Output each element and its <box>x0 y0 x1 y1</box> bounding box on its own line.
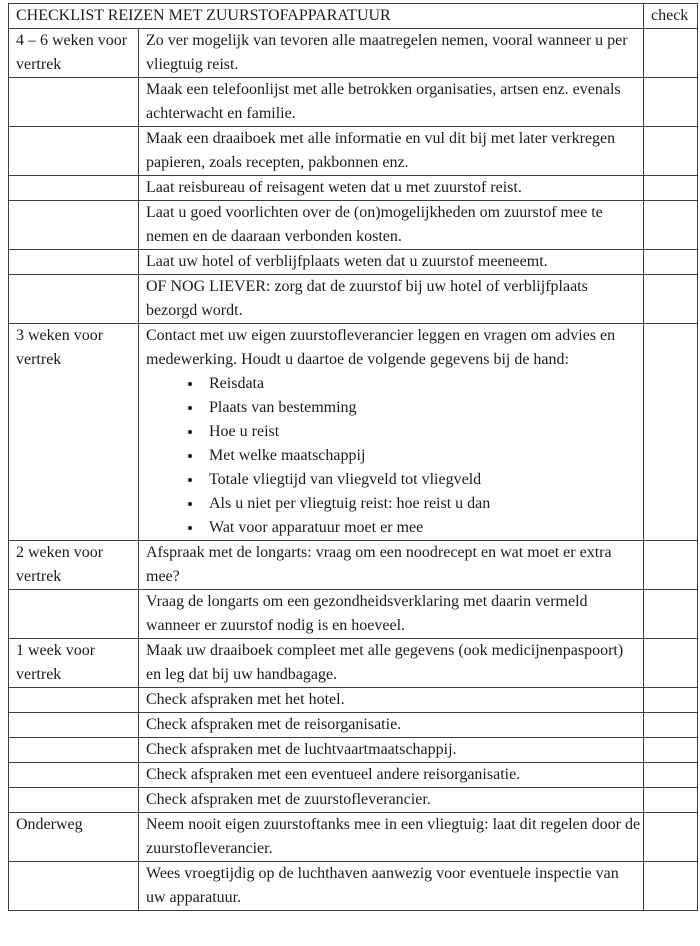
check-cell <box>644 127 698 176</box>
task-cell: Maak uw draaiboek compleet met alle gegevens (ook medicijnenpaspoort) en leg dat bij uw handbagage. <box>139 639 644 688</box>
task-bullet-list <box>146 372 641 540</box>
task-bullet-item: • Reisdata <box>203 372 641 396</box>
period-cell: 3 weken voor vertrek <box>9 324 139 541</box>
task-bullet-item: • Met welke maatschappij <box>203 444 641 468</box>
check-cell <box>644 176 698 201</box>
period-cell: 1 week voor vertrek <box>9 639 139 688</box>
table-row <box>9 639 698 688</box>
task-cell: Wees vroegtijdig op de luchthaven aanwezig voor eventuele inspectie van uw apparatuur. <box>139 862 644 911</box>
period-cell <box>9 862 139 911</box>
task-cell: Check afspraken met de luchtvaartmaatschappij. <box>139 738 644 763</box>
period-cell <box>9 738 139 763</box>
check-cell <box>644 590 698 639</box>
period-cell <box>9 590 139 639</box>
period-cell <box>9 788 139 813</box>
check-cell <box>644 788 698 813</box>
task-cell: Check afspraken met het hotel. <box>139 688 644 713</box>
table-row <box>9 862 698 911</box>
task-cell: Check afspraken met de zuurstofleverancier. <box>139 788 644 813</box>
period-cell <box>9 250 139 275</box>
check-cell <box>644 763 698 788</box>
task-bullet-item: • Wat voor apparatuur moet er mee <box>203 516 641 540</box>
task-cell: Check afspraken met de reisorganisatie. <box>139 713 644 738</box>
table-row <box>9 78 698 127</box>
table-row <box>9 738 698 763</box>
table-title: CHECKLIST REIZEN MET ZUURSTOFAPPARATUUR <box>9 4 644 29</box>
period-cell <box>9 201 139 250</box>
task-cell: Neem nooit eigen zuurstoftanks mee in een vliegtuig: laat dit regelen door de zuurstofleverancier. <box>139 813 644 862</box>
table-row <box>9 250 698 275</box>
task-cell: Maak een draaiboek met alle informatie en vul dit bij met later verkregen papieren, zoals recepten, pakbonnen enz. <box>139 127 644 176</box>
checklist-table <box>8 3 698 911</box>
period-cell <box>9 176 139 201</box>
check-cell <box>644 29 698 78</box>
period-cell: 4 – 6 weken voor vertrek <box>9 29 139 78</box>
check-cell <box>644 201 698 250</box>
table-row <box>9 324 698 541</box>
check-cell <box>644 275 698 324</box>
check-column-header: check <box>644 4 698 29</box>
period-cell <box>9 688 139 713</box>
period-cell <box>9 275 139 324</box>
check-cell <box>644 639 698 688</box>
task-cell: Laat uw hotel of verblijfplaats weten dat u zuurstof meeneemt. <box>139 250 644 275</box>
table-row <box>9 201 698 250</box>
table-row <box>9 763 698 788</box>
task-cell: Zo ver mogelijk van tevoren alle maatregelen nemen, vooral wanneer u per vliegtuig reist. <box>139 29 644 78</box>
check-cell <box>644 862 698 911</box>
task-cell <box>139 324 644 541</box>
period-cell: Onderweg <box>9 813 139 862</box>
period-cell <box>9 78 139 127</box>
check-cell <box>644 78 698 127</box>
task-text: Contact met uw eigen zuurstofleverancier leggen en vragen om advies en medewerking. Houdt u daartoe de volgende gegevens bij de hand: <box>146 327 616 368</box>
check-cell <box>644 324 698 541</box>
table-row <box>9 713 698 738</box>
table-row <box>9 127 698 176</box>
header-row <box>9 4 698 29</box>
task-bullet-item: • Totale vliegtijd van vliegveld tot vliegveld <box>203 468 641 492</box>
task-cell: Laat u goed voorlichten over de (on)mogelijkheden om zuurstof mee te nemen en de daaraan verbonden kosten. <box>139 201 644 250</box>
period-cell <box>9 763 139 788</box>
check-cell <box>644 688 698 713</box>
table-row <box>9 176 698 201</box>
task-bullet-item: • Plaats van bestemming <box>203 396 641 420</box>
task-cell: Laat reisbureau of reisagent weten dat u met zuurstof reist. <box>139 176 644 201</box>
check-cell <box>644 813 698 862</box>
task-cell: Vraag de longarts om een gezondheidsverklaring met daarin vermeld wanneer er zuurstof nodig is en hoeveel. <box>139 590 644 639</box>
task-cell: Afspraak met de longarts: vraag om een noodrecept en wat moet er extra mee? <box>139 541 644 590</box>
task-cell: OF NOG LIEVER: zorg dat de zuurstof bij uw hotel of verblijfplaats bezorgd wordt. <box>139 275 644 324</box>
task-bullet-item: • Hoe u reist <box>203 420 641 444</box>
table-row <box>9 275 698 324</box>
period-cell <box>9 127 139 176</box>
task-cell: Maak een telefoonlijst met alle betrokken organisaties, artsen enz. evenals achterwacht en familie. <box>139 78 644 127</box>
task-bullet-item: • Als u niet per vliegtuig reist: hoe reist u dan <box>203 492 641 516</box>
check-cell <box>644 713 698 738</box>
table-row <box>9 788 698 813</box>
task-cell: Check afspraken met een eventueel andere reisorganisatie. <box>139 763 644 788</box>
check-cell <box>644 250 698 275</box>
table-row <box>9 590 698 639</box>
period-cell: 2 weken voor vertrek <box>9 541 139 590</box>
table-row <box>9 688 698 713</box>
check-cell <box>644 541 698 590</box>
period-cell <box>9 713 139 738</box>
table-row <box>9 813 698 862</box>
table-row <box>9 29 698 78</box>
check-cell <box>644 738 698 763</box>
table-row <box>9 541 698 590</box>
